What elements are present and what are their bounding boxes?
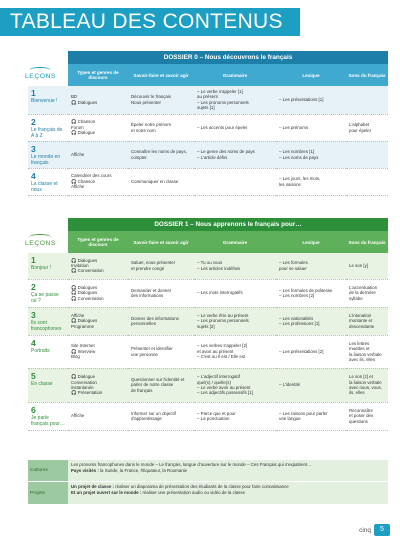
table-row: [28, 86, 388, 114]
page-number: 5: [374, 524, 390, 536]
cell-savoir: Saluer, nous présenter et prendre congé: [128, 253, 194, 279]
page-word: cinq: [359, 526, 371, 534]
cell-types: Calendrier des cours 🎧 Chanson Affiche: [68, 168, 128, 195]
cell-lex: – Les présentations [1]: [276, 86, 346, 114]
table-row: [28, 307, 388, 335]
table-row: [28, 141, 388, 168]
lesson-title: En classe: [31, 380, 53, 387]
cell-lex: – Les présentations [2]: [276, 335, 346, 368]
cultures-row: [28, 460, 388, 482]
projet-monde-label: Et un projet ouvert sur le monde :: [71, 489, 142, 495]
cell-sons: Le son [z] et la liaison verbale avec nous, vous, ils, elles: [346, 368, 388, 402]
cell-gram: – Parce que et pour – La ponctuation: [194, 402, 276, 430]
dossier-0-title: DOSSIER 0 – Nous découvrons le français: [68, 51, 388, 64]
lesson-cell: [28, 141, 68, 168]
cell-lex: – L'identité: [276, 368, 346, 402]
cell-savoir: Présenter et identifier une personne: [128, 335, 194, 368]
lesson-number: 5: [31, 370, 36, 381]
cell-savoir: Connaître les noms de pays, compter: [128, 141, 194, 168]
cell-types: Site Internet 🎧 Interview Blog: [68, 335, 128, 368]
table-row: [28, 368, 388, 402]
col-header: Lexique: [276, 231, 346, 253]
cell-sons: Reconnaître et poser des questions: [346, 402, 388, 430]
col-header: Types et genres de discours: [68, 64, 128, 86]
cell-lex: – Les jours, les mois, les saisons: [276, 168, 346, 195]
cell-sons: Les lettres muettes et la liaison verbale avec ils, elles: [346, 335, 388, 368]
lesson-number: 3: [31, 143, 36, 154]
table-row: [28, 253, 388, 279]
cell-lex: – Les raisons pour parler une langue: [276, 402, 346, 430]
table-row: [28, 279, 388, 307]
cell-gram: – Tu ou vous – Les articles indéfinis: [194, 253, 276, 279]
cell-gram: – Les verbes s'appeler [2] et avoir au présent – C'est ou Il est / Elle est: [194, 335, 276, 368]
title-bar: [0, 8, 300, 36]
cell-lex: – Les nationalités – Les professions [1]: [276, 307, 346, 335]
cell-types: 🎧 Chanson Forum 🎧 Dialogue: [68, 114, 128, 141]
table-row: [28, 168, 388, 195]
table-row: [28, 335, 388, 368]
projet-classe-label: Un projet de classe :: [71, 484, 114, 489]
cell-sons: [346, 141, 388, 168]
lecons-label: LEÇONS: [25, 67, 57, 80]
cultures-projets: [28, 460, 388, 505]
col-header: Types et genres de discours: [68, 231, 128, 253]
cell-types: 🎧 Dialogues Invitation 🎧 Conversation: [68, 253, 128, 279]
lesson-number: 1: [31, 255, 36, 265]
lesson-cell: [28, 335, 68, 368]
col-header: Grammaire: [194, 231, 276, 253]
cell-sons: L'intonation montante et descendante: [346, 307, 388, 335]
cell-gram: – Le verbe être au présent – Les pronoms personnels sujets [2]: [194, 307, 276, 335]
cell-types: BD 🎧 Dialogues: [68, 86, 128, 114]
lesson-title: Ça se passe où ?: [31, 291, 59, 304]
table-header: [28, 231, 388, 253]
cell-gram: – Les mots interrogatifs: [194, 279, 276, 307]
page-title: TABLEAU DES CONTENUS: [10, 10, 283, 33]
lesson-cell: [28, 368, 68, 402]
lesson-title: Je parle français pour…: [31, 414, 65, 427]
cell-lex: – Les formules pour se saluer: [276, 253, 346, 279]
table-row: [28, 114, 388, 141]
lesson-title: Ils sont francophones: [31, 319, 62, 332]
lesson-number: 3: [31, 309, 36, 320]
cell-gram: – Le verbe s'appeler [1] au présent – Les pronoms personnels sujets [1]: [194, 86, 276, 114]
lesson-number: 2: [31, 281, 36, 292]
cell-savoir: Informer sur un objectif d'apprentissage: [128, 402, 194, 430]
cell-sons: [346, 168, 388, 195]
cell-sons: Le son [y]: [346, 253, 388, 279]
lesson-title: La classe et nous: [31, 180, 58, 193]
col-header: Savoir-faire et savoir agir: [128, 64, 194, 86]
lesson-cell: [28, 114, 68, 141]
cell-savoir: Demander et donner des informations: [128, 279, 194, 307]
col-header: Savoir-faire et savoir agir: [128, 231, 194, 253]
projets-label: Projets: [28, 482, 68, 504]
cell-savoir: Communiquer en classe: [128, 168, 194, 195]
cell-gram: – Le genre des noms de pays – L'article défini: [194, 141, 276, 168]
cell-sons: L'alphabet pour épeler: [346, 114, 388, 141]
cell-gram: – L'adjectif interrogatif quel(s) / quelle(s) – Le verbe avoir au présent – Les adjectifs possessifs [1]: [194, 368, 276, 402]
dossier-1-table: [28, 231, 388, 431]
lesson-number: 4: [31, 170, 36, 181]
projets-row: [28, 482, 388, 505]
cell-savoir: Donner des informations personnelles: [128, 307, 194, 335]
lesson-title: Portraits: [31, 347, 50, 354]
lesson-cell: [28, 168, 68, 195]
cultures-text: Les pronoms francophones dans le monde – Le français, langue d'ouverture sur le monde – Ces Français qui s'expatrient…: [71, 462, 312, 467]
lesson-number: 4: [31, 337, 36, 348]
table-header: [28, 64, 388, 86]
cell-gram: – Les accents pour épeler: [194, 114, 276, 141]
lesson-title: Le monde en français: [31, 153, 61, 166]
dossier-1-title: DOSSIER 1 – Nous apprenons le français pour…: [68, 218, 388, 231]
pays-list: la Suède, la France, l'Équateur, la Roumanie: [100, 467, 188, 473]
lesson-title: Bonjour !: [31, 265, 52, 271]
col-header: Sons du français: [346, 64, 388, 86]
cell-types: Affiche 🎧 Dialogues Programme: [68, 307, 128, 335]
lesson-number: 1: [31, 88, 36, 98]
dossier-0-table: [28, 64, 388, 196]
lesson-cell: [28, 279, 68, 307]
table-row: [28, 402, 388, 430]
cell-savoir: Questionner sur l'identité et parler de notre classe de français: [128, 368, 194, 402]
cell-sons: [346, 86, 388, 114]
cell-lex: – Les formules de politesse – Les nombres [2]: [276, 279, 346, 307]
cell-types: Affiche: [68, 141, 128, 168]
cell-types: 🎧 Dialogues 🎧 Dialogues 🎧 Conversation: [68, 279, 128, 307]
cultures-label: Cultures: [28, 460, 68, 481]
col-header: Lexique: [276, 64, 346, 86]
cell-types: Affiche: [68, 402, 128, 430]
cell-sons: L'accentuation de la dernière syllabe: [346, 279, 388, 307]
lecons-label: LEÇONS: [25, 234, 57, 247]
pays-label: Pays visités :: [71, 467, 99, 473]
page-footer: [359, 524, 390, 536]
cell-lex: – Les prénoms: [276, 114, 346, 141]
cell-lex: – Les nombres [1] – Les noms de pays: [276, 141, 346, 168]
cell-savoir: Épeler notre prénom et notre nom: [128, 114, 194, 141]
lesson-cell: [28, 402, 68, 430]
lesson-title: Bienvenue !: [31, 98, 58, 104]
lesson-title: Le français de A à Z: [31, 126, 63, 139]
cell-gram: [194, 168, 276, 195]
col-header: Sons du français: [346, 231, 388, 253]
lesson-cell: [28, 253, 68, 279]
cell-savoir: Découvrir le français Nous présenter: [128, 86, 194, 114]
lesson-cell: [28, 307, 68, 335]
cell-types: 🎧 Dialogue Conversation instantanée 🎧 Présentation: [68, 368, 128, 402]
projet-classe-text: réaliser un diaporama de présentation des étudiants de la classe pour faire connaissance: [115, 484, 289, 489]
projet-monde-text: réaliser une présentation audio ou vidéo de la classe: [142, 489, 246, 495]
lesson-number: 6: [31, 404, 36, 415]
col-header: Grammaire: [194, 64, 276, 86]
lesson-number: 2: [31, 116, 36, 127]
lesson-cell: [28, 86, 68, 114]
